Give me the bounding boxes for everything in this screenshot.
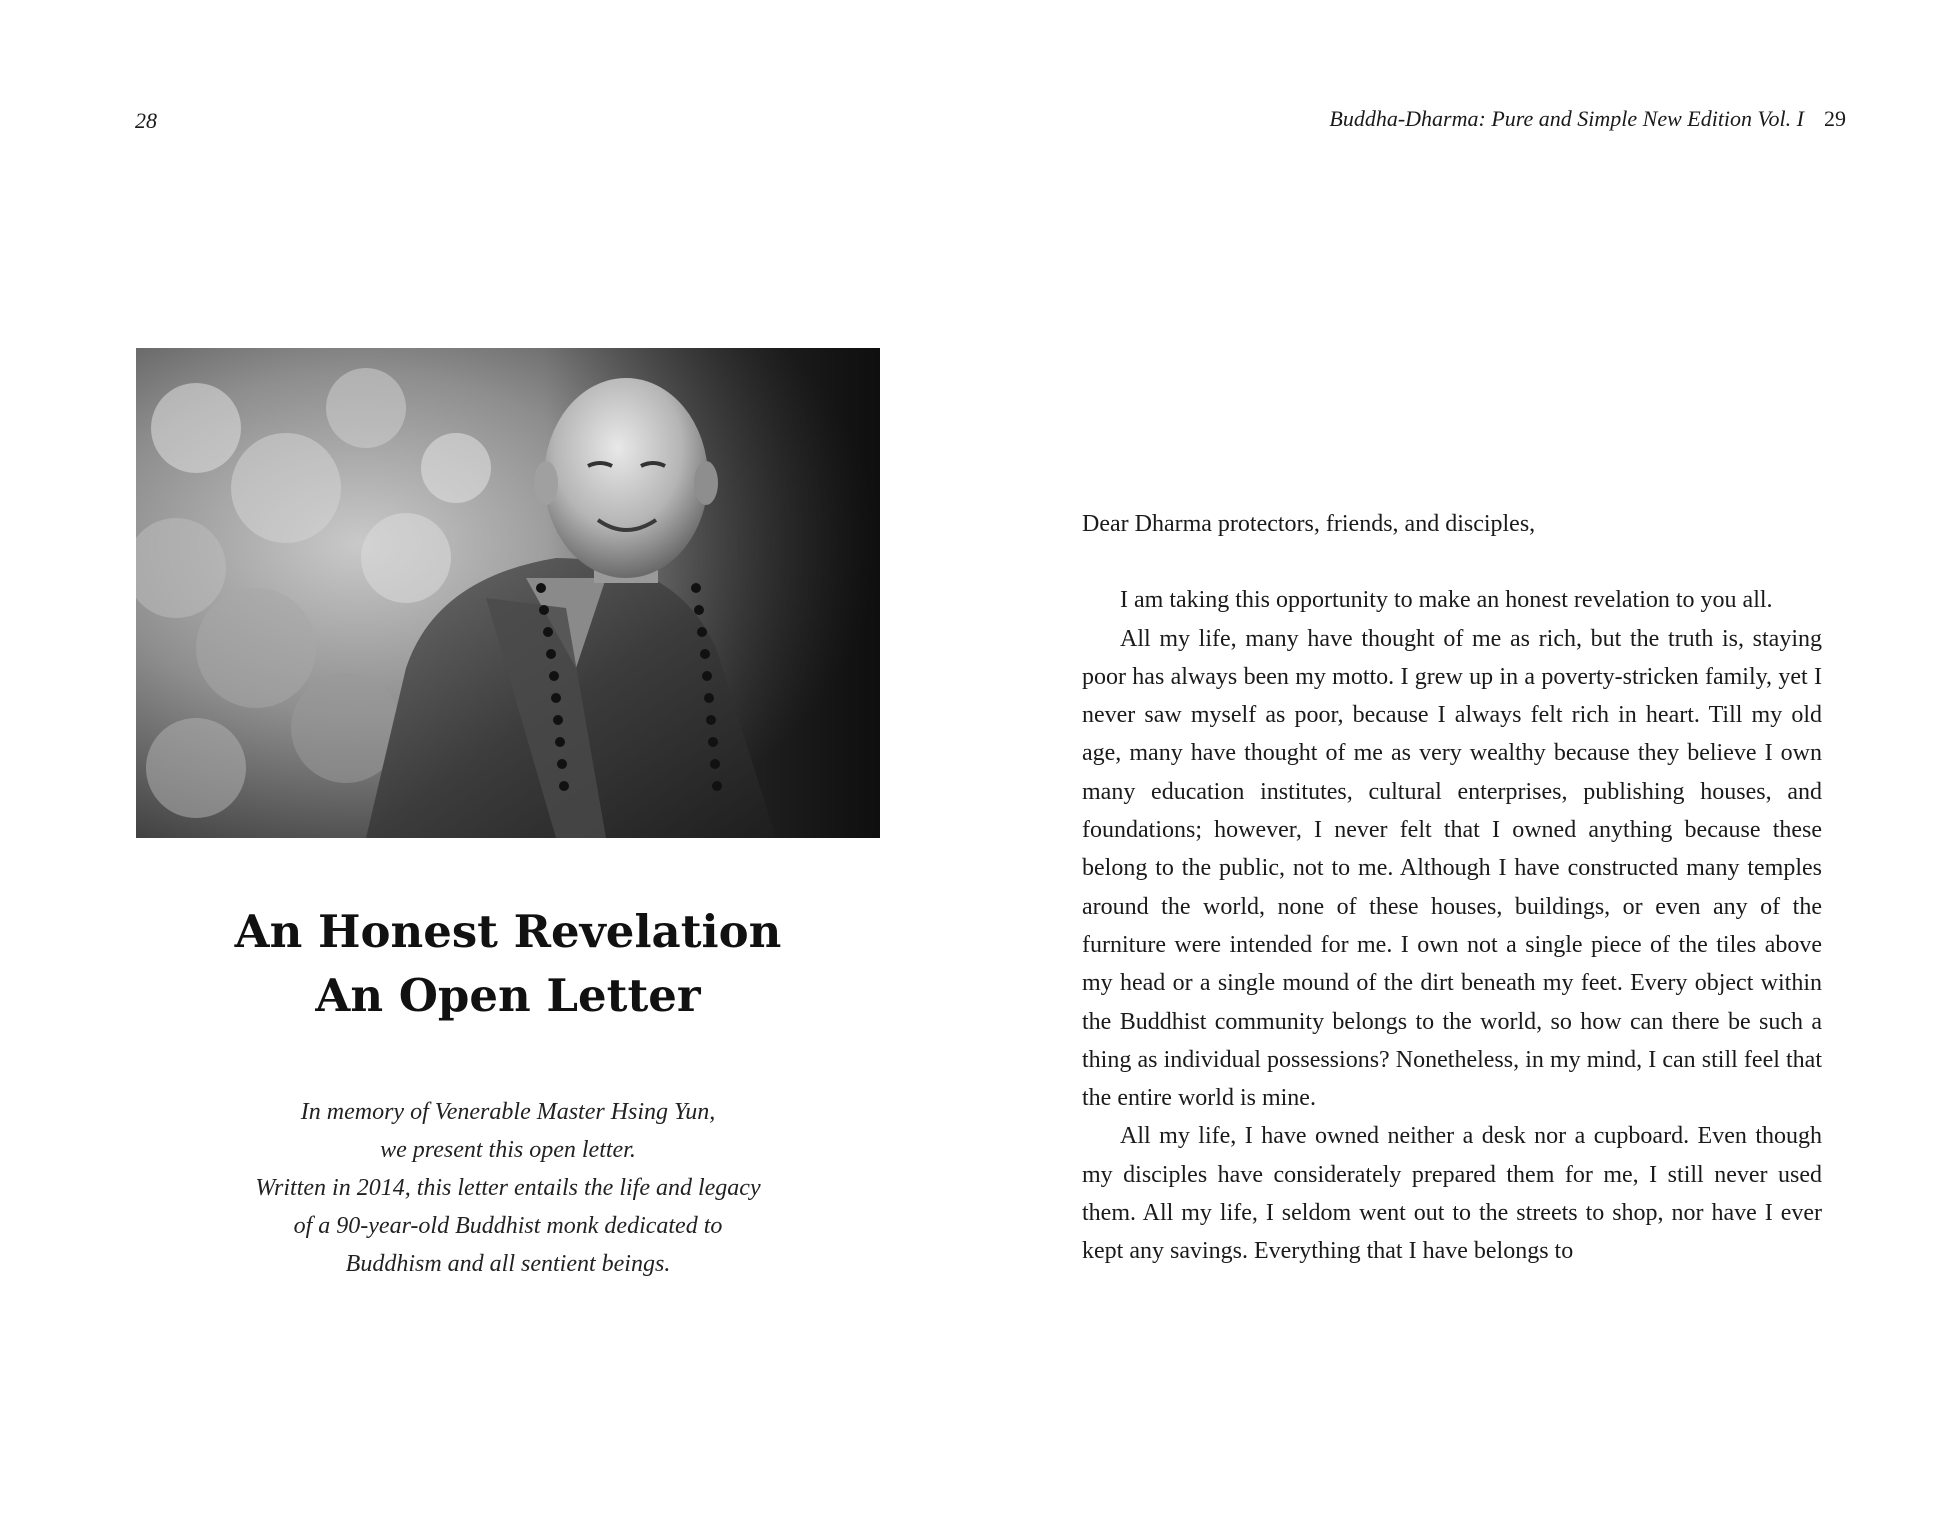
dedication-line: we present this open letter. <box>380 1137 636 1163</box>
paragraph: All my life, I have owned neither a desk nor a cupboard. Even though my disciples have considerately prepared them for me, I still never used them. All my life, I seldom went out to the streets to shop, nor have I ever kept any savings. Everything that I have belongs to <box>1082 1123 1822 1265</box>
salutation: Dear Dharma protectors, friends, and disciples, <box>1082 511 1536 537</box>
title-line-1: An Honest Revelation <box>234 905 782 958</box>
right-page <box>976 0 1952 1536</box>
dedication-line: Written in 2014, this letter entails the life and legacy <box>255 1175 761 1201</box>
page-number: 29 <box>1824 106 1846 131</box>
paragraph: I am taking this opportunity to make an honest revelation to you all. <box>1120 587 1773 614</box>
chapter-title <box>136 900 880 1028</box>
dedication-line: of a 90-year-old Buddhist monk dedicated to <box>293 1213 723 1239</box>
page-number: 28 <box>135 108 157 133</box>
letter-body <box>1082 505 1822 1271</box>
dedication-line: In memory of Venerable Master Hsing Yun, <box>300 1099 716 1125</box>
dedication-line: Buddhism and all sentient beings. <box>345 1251 671 1277</box>
book-title: Buddha-Dharma: Pure and Simple New Edition Vol. I <box>1329 106 1804 131</box>
dedication <box>136 1093 880 1283</box>
monk-portrait-photo <box>136 348 880 838</box>
running-header <box>1329 106 1846 132</box>
paragraph: All my life, many have thought of me as rich, but the truth is, staying poor has always been my motto. I grew up in a poverty-stricken family, yet I never saw myself as poor, because I always felt rich in heart. Till my old age, many have thought of me as very wealthy because they believe I own many education institutes, cultural enterprises, publishing houses, and foundations; however, I never felt that I owned anything because these belong to the public, not to me. Although I have constructed many temples around the world, none of these houses, buildings, or even any of the furniture were intended for me. I own not a single piece of the tiles above my head or a single mound of the dirt beneath my feet. Every object within the Buddhist community belongs to the world, so how can there be such a thing as individual possessions? Nonetheless, in my mind, I can still feel that the entire world is mine. <box>1082 625 1822 1112</box>
title-line-2: An Open Letter <box>315 969 701 1022</box>
